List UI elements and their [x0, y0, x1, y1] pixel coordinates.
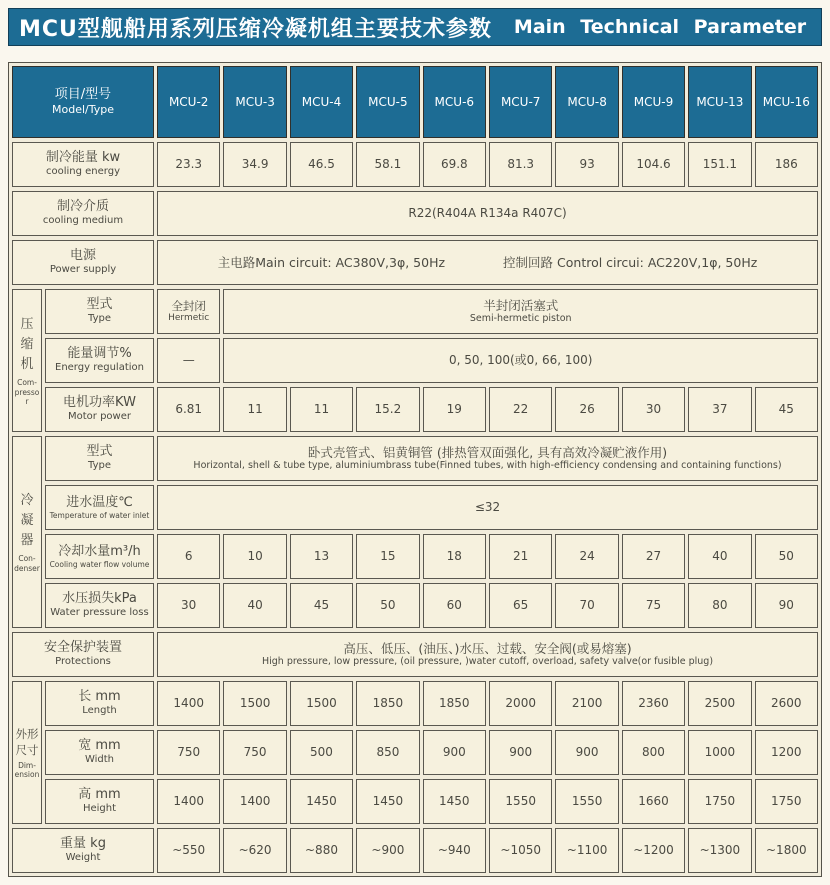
value-cell: 10 — [223, 534, 286, 579]
table-row-motor-power — [45, 387, 818, 432]
value-cell: 1450 — [290, 779, 353, 824]
protections-zh: 高压、低压、(油压、)水压、过载、安全阀(或易熔塞) — [343, 640, 632, 656]
table-row-power-supply — [12, 240, 818, 285]
model-header-cell: MCU-5 — [356, 66, 419, 138]
row-label — [45, 583, 154, 628]
value-cell: ~1200 — [622, 828, 685, 873]
row-label-zh: 水压损失kPa — [62, 591, 137, 607]
hermetic-cell — [157, 289, 220, 334]
value-cell: 104.6 — [622, 142, 685, 187]
protections-en: High pressure, low pressure, (oil pressure, )water cutoff, overload, safety valve(or fusible plug) — [261, 656, 714, 668]
value-cell: 1400 — [157, 681, 220, 726]
value-cell: 1450 — [356, 779, 419, 824]
semi-hermetic-cell — [223, 289, 818, 334]
row-label-en: Cooling water flow volume — [49, 559, 150, 569]
dimensions-section-label — [12, 681, 42, 824]
value-cell: 1450 — [423, 779, 486, 824]
value-cell: 2600 — [755, 681, 818, 726]
row-label-zh: 制冷介质 — [56, 199, 109, 215]
semi-hermetic-zh: 半封闭活塞式 — [483, 297, 559, 313]
value-cell: 750 — [157, 730, 220, 775]
section-label-zh: 外形尺寸 — [15, 726, 39, 757]
value-cell: ~550 — [157, 828, 220, 873]
value-cell: 1660 — [622, 779, 685, 824]
value-cell: 11 — [223, 387, 286, 432]
value-cell: 900 — [423, 730, 486, 775]
value-cell: 18 — [423, 534, 486, 579]
section-label-en: Com-pressor — [14, 378, 40, 406]
value-cell: 93 — [555, 142, 618, 187]
value-cell: 81.3 — [489, 142, 552, 187]
row-label — [45, 289, 154, 334]
value-cell: 90 — [755, 583, 818, 628]
value-cell: 70 — [555, 583, 618, 628]
row-label — [45, 681, 154, 726]
value-cell: 900 — [555, 730, 618, 775]
value-cell-merged — [157, 436, 818, 481]
section-label-en: Dim-ension — [14, 760, 40, 780]
table-row-cooling-energy — [12, 142, 818, 187]
model-header-cell: MCU-2 — [157, 66, 220, 138]
row-label-en: Protections — [55, 656, 111, 668]
condenser-type-zh: 卧式壳管式、铝黄铜管 (排热管双面强化, 具有高效冷凝贮液作用) — [307, 444, 668, 460]
value-cell: 1500 — [223, 681, 286, 726]
main-circuit-text: 主电路Main circuit: AC380V,3φ, 50Hz — [217, 254, 446, 270]
value-cell: ~900 — [356, 828, 419, 873]
value-cell: 15.2 — [356, 387, 419, 432]
value-cell: 24 — [555, 534, 618, 579]
value-cell: 50 — [356, 583, 419, 628]
row-label — [12, 191, 154, 236]
row-label-en: Temperature of water inlet — [49, 510, 150, 520]
value-cell: — — [157, 338, 220, 383]
row-label — [12, 632, 154, 677]
model-header-cell: MCU-7 — [489, 66, 552, 138]
model-header-cell: MCU-8 — [555, 66, 618, 138]
value-cell: 30 — [157, 583, 220, 628]
value-cell: 22 — [489, 387, 552, 432]
value-cell: ~620 — [223, 828, 286, 873]
semi-hermetic-en: Semi-hermetic piston — [469, 313, 572, 325]
value-cell: 40 — [223, 583, 286, 628]
value-cell: 19 — [423, 387, 486, 432]
table-row-energy-regulation — [45, 338, 818, 383]
value-cell: ~940 — [423, 828, 486, 873]
model-header-cell: MCU-4 — [290, 66, 353, 138]
table-row-width — [45, 730, 818, 775]
row-label-en: Energy regulation — [55, 362, 144, 374]
row-label-zh: 型式 — [86, 297, 113, 313]
condenser-section-label — [12, 436, 42, 628]
value-cell: 11 — [290, 387, 353, 432]
value-cell: 151.1 — [688, 142, 751, 187]
value-cell: 80 — [688, 583, 751, 628]
header-label-zh: 项目/型号 — [54, 87, 112, 102]
technical-parameter-table — [8, 62, 822, 877]
value-cell: 40 — [688, 534, 751, 579]
value-cell: 1000 — [688, 730, 751, 775]
model-header-cell: MCU-6 — [423, 66, 486, 138]
condenser-type-en: Horizontal, shell & tube type, aluminiumbrass tube(Finned tubes, with high-efficiency condensing and containing functions) — [193, 460, 782, 472]
value-cell: 21 — [489, 534, 552, 579]
value-cell: 1200 — [755, 730, 818, 775]
value-cell: 60 — [423, 583, 486, 628]
row-label-en: Weight — [65, 852, 101, 864]
value-cell: 500 — [290, 730, 353, 775]
value-cell-merged: ≤32 — [157, 485, 818, 530]
row-label — [45, 779, 154, 824]
value-cell: ~1100 — [555, 828, 618, 873]
section-label-zh: 冷凝器 — [20, 492, 34, 549]
table-row-water-pressure-loss — [45, 583, 818, 628]
value-cell: 900 — [489, 730, 552, 775]
control-circuit-text: 控制回路 Control circui: AC220V,1φ, 50Hz — [503, 254, 758, 270]
table-row-protections — [12, 632, 818, 677]
row-label-zh: 冷却水量m³/h — [58, 543, 141, 559]
value-cell: 1750 — [688, 779, 751, 824]
row-label-zh: 型式 — [86, 444, 113, 460]
value-cell: 1500 — [290, 681, 353, 726]
row-label-en: cooling medium — [42, 215, 124, 227]
value-cell: 1400 — [157, 779, 220, 824]
row-label-zh: 能量调节% — [67, 346, 132, 362]
condenser-section — [12, 436, 818, 628]
row-label — [45, 387, 154, 432]
page-title-chinese: MCU型舰船用系列压缩冷凝机组主要技术参数 — [19, 16, 492, 42]
header-label-cell — [12, 66, 154, 138]
row-label-zh: 电源 — [69, 248, 96, 264]
value-cell: ~880 — [290, 828, 353, 873]
value-cell: ~1300 — [688, 828, 751, 873]
section-label-zh: 压缩机 — [20, 316, 34, 372]
value-cell: ~1050 — [489, 828, 552, 873]
row-label-zh: 长 mm — [78, 689, 121, 705]
page-title-english: Main Technical Parameter — [513, 16, 807, 38]
value-cell: 1750 — [755, 779, 818, 824]
row-label-zh: 高 mm — [78, 787, 121, 803]
section-label-en: Con-denser — [14, 554, 40, 573]
table-row-inlet-temperature — [45, 485, 818, 530]
value-cell: 2500 — [688, 681, 751, 726]
value-cell: 1400 — [223, 779, 286, 824]
header-label-en: Model/Type — [52, 103, 114, 117]
value-cell: 6.81 — [157, 387, 220, 432]
value-cell-merged — [157, 632, 818, 677]
model-header-cell: MCU-13 — [688, 66, 751, 138]
table-row-condenser-type — [45, 436, 818, 481]
hermetic-en: Hermetic — [168, 313, 210, 324]
row-label-zh: 安全保护装置 — [43, 640, 122, 656]
value-cell: 1550 — [489, 779, 552, 824]
value-cell-merged: R22(R404A R134a R407C) — [157, 191, 818, 236]
value-cell-merged: 0, 50, 100(或0, 66, 100) — [223, 338, 818, 383]
table-row-weight — [12, 828, 818, 873]
value-cell: 15 — [356, 534, 419, 579]
compressor-section — [12, 289, 818, 432]
row-label — [12, 142, 154, 187]
row-label-en: Water pressure loss — [50, 607, 149, 619]
value-cell: 800 — [622, 730, 685, 775]
table-row-height — [45, 779, 818, 824]
model-header-cell: MCU-9 — [622, 66, 685, 138]
model-header-cell: MCU-3 — [223, 66, 286, 138]
row-label-en: Type — [88, 313, 111, 325]
value-cell: 1850 — [423, 681, 486, 726]
value-cell: 65 — [489, 583, 552, 628]
row-label — [45, 730, 154, 775]
row-label-en: Power supply — [49, 264, 117, 276]
value-cell: 27 — [622, 534, 685, 579]
value-cell-merged — [157, 240, 818, 285]
row-label-zh: 宽 mm — [78, 738, 121, 754]
value-cell: 26 — [555, 387, 618, 432]
table-row-length — [45, 681, 818, 726]
table-row-cooling-water-flow — [45, 534, 818, 579]
row-label — [45, 534, 154, 579]
row-label — [45, 485, 154, 530]
value-cell: 2360 — [622, 681, 685, 726]
value-cell: 45 — [755, 387, 818, 432]
dimensions-section — [12, 681, 818, 824]
row-label-zh: 电机功率KW — [63, 395, 136, 411]
value-cell: 23.3 — [157, 142, 220, 187]
row-label-en: Motor power — [68, 411, 131, 423]
table-row-compressor-type — [45, 289, 818, 334]
value-cell: 2100 — [555, 681, 618, 726]
value-cell: 1850 — [356, 681, 419, 726]
row-label-en: Width — [84, 754, 115, 766]
value-cell: 30 — [622, 387, 685, 432]
row-label — [12, 828, 154, 873]
model-header-cell: MCU-16 — [755, 66, 818, 138]
value-cell: 58.1 — [356, 142, 419, 187]
row-label-en: Length — [82, 705, 117, 717]
compressor-section-label — [12, 289, 42, 432]
value-cell: 46.5 — [290, 142, 353, 187]
value-cell: 1550 — [555, 779, 618, 824]
row-label-zh: 进水温度℃ — [66, 494, 133, 510]
row-label — [45, 338, 154, 383]
header-row — [12, 66, 818, 138]
value-cell: 13 — [290, 534, 353, 579]
row-label-zh: 制冷能量 kw — [45, 150, 121, 166]
row-label-zh: 重量 kg — [60, 836, 106, 852]
page-title — [8, 8, 822, 46]
row-label-en: Type — [88, 460, 111, 472]
value-cell: 45 — [290, 583, 353, 628]
value-cell: ~1800 — [755, 828, 818, 873]
value-cell: 50 — [755, 534, 818, 579]
value-cell: 75 — [622, 583, 685, 628]
row-label-en: Height — [82, 803, 117, 815]
row-label — [12, 240, 154, 285]
value-cell: 6 — [157, 534, 220, 579]
value-cell: 37 — [688, 387, 751, 432]
value-cell: 34.9 — [223, 142, 286, 187]
value-cell: 850 — [356, 730, 419, 775]
value-cell: 750 — [223, 730, 286, 775]
value-cell: 69.8 — [423, 142, 486, 187]
row-label-en: cooling energy — [46, 166, 120, 178]
value-cell: 186 — [755, 142, 818, 187]
hermetic-zh: 全封闭 — [171, 298, 206, 313]
row-label — [45, 436, 154, 481]
value-cell: 2000 — [489, 681, 552, 726]
table-row-cooling-medium — [12, 191, 818, 236]
